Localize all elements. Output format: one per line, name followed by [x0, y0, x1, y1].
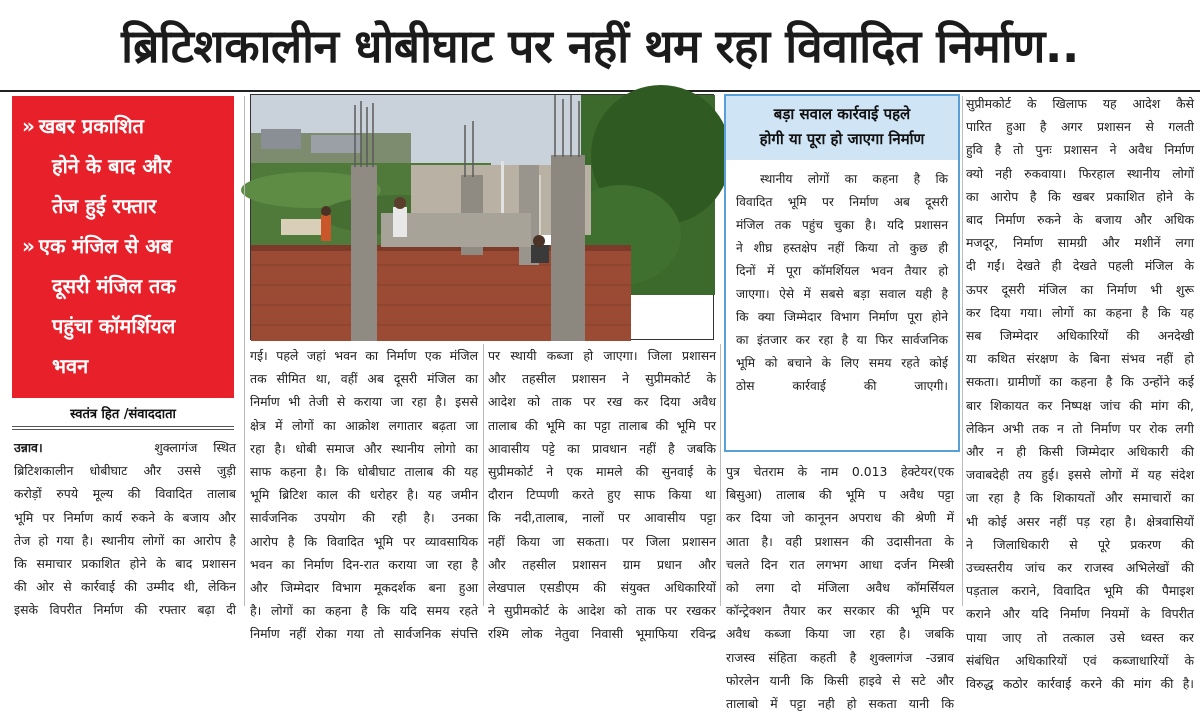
- column-line: या कथित संरक्षण के बिना संभव नहीं हो: [966, 351, 1194, 367]
- column-line: साफ कहना है। कि धोबीघाट तालाब की यह: [250, 464, 478, 480]
- column-line: भूमि ब्रिटिश काल की धरोहर है। यह जमीन: [250, 487, 478, 503]
- column-line: ने जिलाधिकारी से पूरे प्रकरण की: [966, 536, 1194, 552]
- column-line: चलते दिन रात लगभग आधा दर्जन मिस्त्री: [726, 556, 954, 572]
- column-line: और तहसील प्रशासन ने सुप्रीमकोर्ट के: [488, 371, 716, 387]
- column-3: [488, 344, 716, 642]
- column-line: पुत्र चेतराम के नाम 0.013 हेक्टेयर(एक: [726, 464, 954, 479]
- highlight-line: पहुंचा कॉमर्शियल: [52, 314, 176, 338]
- divider: [12, 429, 234, 430]
- column-divider: [962, 96, 963, 606]
- column-line: तालाबो में पट्टा नही हो सकता यानी कि: [726, 696, 954, 712]
- column-line: दौरान टिप्पणी करते हुए साफ किया था: [488, 487, 716, 503]
- column-line: कर दिया गया। लोगों का कहना है कि यह: [966, 304, 1194, 320]
- highlight-text: खबर प्रकाशित: [38, 114, 144, 138]
- page-title: ब्रिटिशकालीन धोबीघाट पर नहीं थम रहा विवादित निर्माण..: [121, 19, 1079, 73]
- column-line: मजदूर, निर्माण सामग्री और मशीनें लगा: [966, 235, 1194, 251]
- highlight-line: [22, 226, 222, 266]
- column-line: आता है। वही प्रशासन की उदासीनता के: [726, 533, 954, 549]
- sidebar-line: कि क्या जिम्मेदार विभाग निर्माण पूरा होने: [736, 310, 948, 324]
- column-line: उच्चस्तरीय जांच कर राजस्व अभिलेखों की: [966, 560, 1194, 576]
- dateline: उन्नाव।: [14, 440, 43, 455]
- column-line: का आरोप है कि खबर प्रकाशित होने के: [966, 188, 1194, 204]
- column-line: सकता। ग्रामीणों का कहना है कि उन्होंने कई: [966, 374, 1194, 390]
- column-line: बार शिकायत कर निष्पक्ष जांच की मांग की,: [966, 397, 1194, 413]
- sidebar-line: मंजिल तक पहुंच चुका है। यदि प्रशासन: [736, 218, 948, 232]
- column-line: [14, 436, 236, 459]
- column-divider: [244, 96, 245, 606]
- column-line: सब जिम्मेदार अधिकारियों की अनदेखी: [966, 328, 1194, 344]
- column-line: सार्वजनिक उपयोग की रही है। उनका: [250, 510, 478, 526]
- byline: स्वतंत्र हित /संवाददाता: [70, 407, 176, 422]
- column-1: [14, 436, 236, 618]
- sidebar-title-line: बड़ा सवाल कार्रवाई पहले: [773, 105, 911, 123]
- sidebar-body: [726, 160, 958, 406]
- column-line: पड़ताल कराने, विवादित भूमि की पैमाइश: [966, 583, 1194, 599]
- highlight-bullet: [22, 106, 222, 226]
- column-line: कर दिया जो कानूनन अपराध की श्रेणी में: [726, 510, 954, 526]
- sidebar-line: स्थानीय लोगों का कहना है कि: [760, 172, 948, 186]
- column-line: कि समाचार प्रकाशित होने के बाद प्रशासन: [14, 556, 236, 572]
- column-line: क्यो नही रुकवाया। फिरहाल स्थानीय लोगों: [966, 165, 1194, 181]
- sidebar-title-line: होगी या पूरा हो जाएगा निर्माण: [759, 130, 925, 148]
- highlight-text: एक मंजिल से अब: [38, 234, 172, 258]
- column-line: और तहसील प्रशासन ग्राम प्रधान और: [488, 556, 716, 572]
- column-5: [966, 92, 1194, 692]
- column-line: है। लोगों का कहना है कि यदि समय रहते: [250, 603, 478, 619]
- column-line: सुप्रीमकोर्ट ने एक मामले की सुनवाई के: [488, 464, 716, 480]
- sidebar-box: [724, 94, 960, 452]
- column-line: इसके विपरीत निर्माण की रफ्तार बढ़ा दी: [14, 602, 236, 618]
- column-line: तक सीमित था, वहीं अब दूसरी मंजिल का: [250, 371, 478, 387]
- highlights-box: [12, 96, 234, 398]
- column-line: जा रहा है कि शिकायतों और समाचारों का: [966, 490, 1194, 506]
- column-line: फोरलेन यानी कि किसी हाइवे से सटे और: [726, 672, 954, 688]
- news-photo: [250, 94, 714, 340]
- column-line: राजस्व संहिता कहती है शुक्लागंज -उन्नाव: [726, 649, 954, 665]
- column-line: भी कोई असर नहीं पड़ रहा है। क्षेत्रवासियों: [966, 513, 1194, 529]
- column-line: करोड़ों रुपये मूल्य की विवादित तालाब: [14, 486, 236, 502]
- sidebar-line: जाएगा। ऐसे में सबसे बड़ा सवाल यही है: [736, 287, 948, 301]
- headline-banner: [0, 0, 1200, 92]
- column-line: भवन का निर्माण दिन-रात कराया जा रहा है: [250, 556, 478, 572]
- column-line: रहा है। धोबी समाज और स्थानीय लोगो का: [250, 440, 478, 456]
- highlight-line: [22, 106, 222, 146]
- sidebar-line: का इंतजार कर रहा है या फिर सार्वजनिक: [736, 333, 948, 347]
- column-line: पारित हुआ है अगर प्रशासन से गलती: [966, 119, 1194, 135]
- highlight-line: तेज हुई रफ्तार: [52, 194, 157, 218]
- column-line: निर्माण नहीं रोका गया तो सार्वजनिक संपत्ति: [250, 626, 478, 642]
- column-line: और जिम्मेदार विभाग मूकदर्शक बना हुआ: [250, 580, 478, 596]
- column-line: और न ही किसी जिम्मेदार अधिकारी की: [966, 444, 1194, 460]
- column-line: तालाब की भूमि का पट्टा तालाब की भूमि पर: [488, 417, 716, 433]
- column-line: दी गईं। देखते ही देखते पहली मंजिल के: [966, 258, 1194, 274]
- column-line: को लगा दो मंजिला अवैध कॉमर्सियल: [726, 580, 954, 596]
- column-line: सुप्रीमकोर्ट के खिलाफ यह आदेश कैसे: [966, 96, 1194, 111]
- sidebar-line: ने शीघ्र हस्तक्षेप नहीं किया तो कुछ ही: [736, 241, 948, 255]
- column-line: कराने और यदि निर्माण नियमों के विपरीत: [966, 606, 1194, 622]
- column-line: विरुद्ध कठोर कार्रवाई करने की मांग की है।: [966, 676, 1194, 692]
- column-line: ने सुप्रीमकोर्ट के आदेश को ताक पर रखकर: [488, 603, 716, 619]
- column-line: लेखपाल एसडीएम की संयुक्त अधिकारियों: [488, 580, 716, 596]
- column-line: बाद निर्माण रुकने के बजाय और अधिक: [966, 212, 1194, 228]
- column-2: [250, 344, 478, 642]
- column-line: निर्माण भी तेजी से कराया जा रहा है। इससे: [250, 394, 478, 410]
- sidebar-title: [726, 96, 958, 160]
- column-line: पर स्थायी कब्जा हो जाएगा। जिला प्रशासन: [488, 348, 716, 363]
- column-line: जवाबदेही तय हुई। इससे लोगों में यह संदेश: [966, 467, 1194, 483]
- sidebar-line: ठोस कार्रवाई की जाएगी।: [736, 379, 948, 393]
- chevron-icon: »: [22, 114, 35, 138]
- chevron-icon: »: [22, 234, 35, 258]
- column-text: शुक्लागंज स्थित: [154, 440, 236, 455]
- column-line: कि नदी,तालाब, नालों पर आवासीय पट्टा: [488, 510, 716, 526]
- column-line: रश्मि लोक नेतुवा निवासी भूमाफिया रविन्द्र: [488, 626, 716, 642]
- construction-photo-illustration: [251, 95, 715, 341]
- column-line: आवासीय पट्टे का प्रावधान नहीं है जबकि: [488, 440, 716, 456]
- column-divider: [483, 344, 484, 606]
- column-line: कॉन्ट्रेक्शन तैयार कर सरकार की भूमि पर: [726, 603, 954, 619]
- column-line: पाया जाए तो तत्काल उसे ध्वस्त कर: [966, 629, 1194, 645]
- highlight-bullet: [22, 226, 222, 386]
- column-line: क्षेत्र में लोगों का आक्रोश लगातार बढ़ता जा: [250, 417, 478, 433]
- column-line: हुवि है तो पुनः प्रशासन ने अवैध निर्माण: [966, 142, 1194, 158]
- column-divider: [720, 344, 721, 606]
- column-line: की ओर से कार्रवाई की उम्मीद थी, लेकिन: [14, 579, 236, 595]
- column-line: बिसुआ) तालाब की भूमि प अवैध पट्टा: [726, 487, 954, 503]
- column-line: गई। पहले जहां भवन का निर्माण एक मंजिल: [250, 348, 478, 363]
- column-line: ब्रिटिशकालीन धोबीघाट और उससे जुड़ी: [14, 463, 236, 479]
- sidebar-line: भूमि को बचाने के लिए समय रहते कोई: [736, 356, 948, 370]
- column-line: संबंधित अधिकारियों एवं कब्जाधारियों के: [966, 652, 1194, 668]
- column-4: [726, 460, 954, 712]
- divider: [12, 426, 234, 427]
- column-line: नहीं किया जा सकता। पर जिला प्रशासन: [488, 533, 716, 549]
- column-line: अवैध कब्जा किया जा रहा है। जबकि: [726, 626, 954, 642]
- sidebar-line: विवादित भूमि पर निर्माण अब दूसरी: [736, 195, 948, 209]
- column-line: आरोप है कि विवादित भूमि पर व्यावसायिक: [250, 533, 478, 549]
- column-line: भूमि पर निर्माण कार्य रुकने के बजाय और: [14, 509, 236, 525]
- column-line: लेकिन अभी तक न तो निर्माण पर रोक लगी: [966, 420, 1194, 436]
- column-line: आदेश को ताक पर रख कर दिया अवैध: [488, 394, 716, 410]
- highlight-line: भवन: [52, 354, 89, 378]
- sidebar-line: दिनों में पूरा कॉमर्शियल भवन तैयार हो: [736, 264, 948, 278]
- highlight-line: होने के बाद और: [52, 154, 172, 178]
- column-line: तेज हो गया है। स्थानीय लोगों का आरोप है: [14, 532, 236, 548]
- highlight-line: दूसरी मंजिल तक: [52, 274, 176, 298]
- column-line: ऊपर दूसरी मंजिल का निर्माण भी शुरू: [966, 281, 1194, 297]
